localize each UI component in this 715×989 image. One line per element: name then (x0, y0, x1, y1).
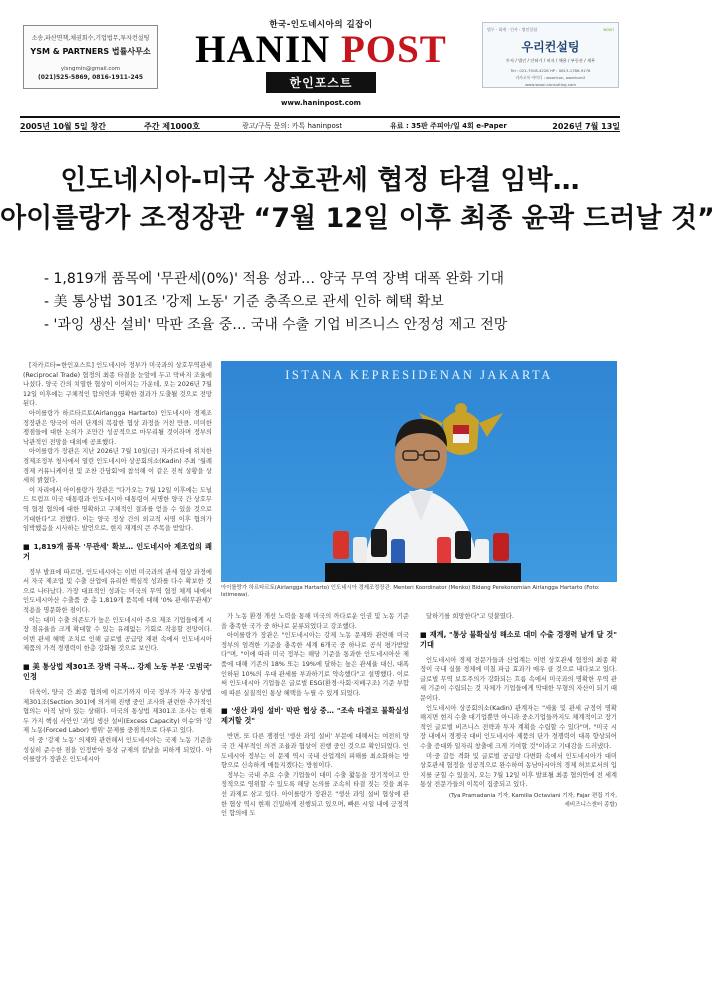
publication-date: 2026년 7월 13일 (552, 122, 620, 131)
paragraph: 아이를랑가 장관은 "인도네시아는 강제 노동 문제와 관련해 미국 정부의 엄격한 기준을 충족한 세계 6개국 중 하나로 공식 평가받았다"며, "이에 따라 미국 정부는 해당 기준을 통과한 인도네시아산 제품에 대해 기존의 18% 또는 19%에 달하는 높은 관세율 대신, 대폭 인하된 10%의 우대 관세를 부과하기로 약속했다"고 설명했다. 이로써 인도네시아 기업들은 글로벌 ESG(환경·사회·지배구조) 기준 부합에 따른 실질적인 통상 혜택을 누릴 수 있게 되었다. (221, 632, 409, 697)
subheadline-item: - '과잉 생산 설비' 막판 조율 중… 국내 수출 기업 비즈니스 안정성 제고 전망 (44, 317, 508, 333)
headline-line-1: 인도네시아-미국 상호관세 협정 타결 임박… (60, 165, 580, 196)
byline-source: 세비즈니스센터 종합) (564, 801, 617, 808)
paragraph: 달하기를 희망한다"고 덧붙였다. (426, 613, 514, 620)
headline-line-2: 아이를랑가 조정장관 “7월 12일 이후 최종 윤곽 드러날 것” (0, 203, 715, 234)
ad-consulting[interactable] (482, 22, 619, 88)
paragraph: 이는 대미 수출 의존도가 높은 인도네시아 주요 제조 기업들에게 시장 점유율을 크게 확대할 수 있는 유례없는 기회로 작용할 전망이다. 이번 관세 혜택 조치로 인해 글로벌 공급망 재편 속에서 인도네시아 제품의 가격 경쟁력이 한층 강화될 것으로 보인다. (23, 616, 212, 653)
masthead-tagline: 한국-인도네시아의 길잡이 (269, 20, 373, 30)
ad-law-firm-name: YSM & PARTNERS 법률사무소 (30, 47, 151, 56)
paragraph: 더욱이, 양국 간 최종 협의에 이르기까지 미국 정부가 자국 통상법 제301조(Section 301)에 의거해 진행 중인 조사와 관련한 추가적인 협의는 아직 남아 있는 상태다. 미국의 통상법 제301조 조사는 현재 두 가지 핵심 사안인 '과잉 생산 설비(Excess Capacity) 이슈'와 '강제 노동(Forced Labor) 행위' 문제를 중점적으로 다루고 있다. (23, 689, 212, 735)
ad-law-firm-phone: (021)525-5869, 0816-1911-245 (38, 74, 143, 81)
newspaper-logo[interactable] (190, 28, 452, 71)
ad-law-firm[interactable] (23, 25, 158, 89)
article-column-3 (420, 612, 617, 810)
photo-banner: ISTANA KEPRESIDENAN JAKARTA (285, 368, 553, 382)
ad-consulting-services: 투자 / 법인 / 인허가 / 비자 / 채용 / 부동산 / 세무 (505, 58, 596, 63)
paragraph: 인도네시아 상공회의소(Kadin) 관계자는 "세율 및 관세 규정이 명확해지면 현지 수출 대기업뿐만 아니라 중소기업들까지도 체계적이고 장기적인 글로벌 비즈니스 전략과 투자 계획을 수립할 수 있다"며, "미국 시장 내에서 경쟁국 대비 인도네시아 제품의 단가 경쟁력이 대폭 향상되어 수출 증대와 일자리 창출에 크게 기여할 것"이라고 기대감을 드러냈다. (420, 704, 617, 750)
paragraph: 아이를랑가 하르타르토(Airlangga Hartarto) 인도네시아 경제조정장관은 양국이 여러 단계의 복잡한 협상 과정을 거친 만큼, 미미한 쟁점들에 대한 논의가 조만간 성공적으로 마무리될 것이라며 정부의 낙관적인 전망을 대외에 공표했다. (23, 409, 212, 446)
paragraph: 인도네시아 경제 전문가들과 산업계는 이번 상호관세 협정의 최종 확정이 국내 실물 경제에 미칠 파급 효과가 매우 클 것으로 내다보고 있다. 글로벌 무역 보호주의가 강화되는 흐름 속에서 미국과의 명확한 무역 관세 기준이 수립되는 것 자체가 기업들에게 막대한 무형의 자산이 되기 때문이다. (420, 656, 617, 702)
masthead-korean-name: 한인포스트 (266, 72, 377, 93)
ad-consulting-categories: 법무 · 회계 · 인사 · 법인설립 (487, 27, 538, 32)
ad-consulting-name: 우리컨설팅 (521, 40, 580, 54)
press-conference-photo (221, 361, 617, 582)
article-photo (221, 361, 617, 582)
distribution-info: 유료 : 35판 주피아/일 4회 e-Paper (390, 122, 507, 130)
paragraph: 정부는 국내 주요 수출 기업들이 대미 수출 활동을 장기적이고 안정적으로 영위할 수 있도록 해당 논의를 조속히 타결 짓는 것을 최우선 과제로 삼고 있다. 아이를랑가 장관은 "생산 과잉 설비 협상에 관한 협상 역시 현재 긴밀하게 진행되고 있으며, 빠른 시일 내에 긍정적인 합의에 도 (221, 771, 409, 818)
subheadline-list (44, 268, 634, 337)
paragraph: 이 중 '강제 노동' 의제와 관련해서 인도네시아는 국제 노동 기준을 성실히 준수한 점을 인정받아 통상 규제의 칼날을 피하게 되었다. 아이를랑가 장관은 인도네시아 (23, 737, 212, 764)
paragraph: 정부 발표에 따르면, 인도네시아는 이번 미국과의 관세 협상 과정에서 자국 제조업 및 수출 산업에 유리한 핵심적 성과를 다수 확보한 것으로 나타났다. 가장 대표적인 성과는 미국의 무역 협정 체계 내에서 인도네시아산 수출품 중 총 1,819개 품목에 대해 '0% 관세(무관세)' 적용을 명문화한 점이다. (23, 568, 212, 615)
subheadline-item: - 美 통상법 301조 '강제 노동' 기준 충족으로 관세 인하 혜택 확보 (44, 294, 444, 310)
paragraph: 이 자리에서 아이를랑가 장관은 "다가오는 7월 12일 이후에는 도널드 트럼프 미국 대통령과 인도네시아 대통령이 서명한 양국 간 상호무역 협정 협의에 대한 명확하고 구체적인 결과를 얻을 수 있을 것으로 기대한다"고 전했다. 이는 양국 정상 간의 외교적 서명 이후 협의가 임박했음을 시사하는 발언으로, 현지 재계의 큰 주목을 받았다. (23, 486, 212, 533)
paragraph: 미·중 갈등 격화 및 글로벌 공급망 다변화 속에서 인도네시아가 대미 상호관세 협정을 성공적으로 완수하여 동남아시아의 경제 허브로서의 입지를 굳힐 수 있을지, 오는 7월 12일 이후 발표될 최종 협의안에 전 세계 통상 전문가들의 이목이 집중되고 있다. (420, 752, 617, 789)
issue-info-bar (20, 116, 620, 132)
article-column-2 (221, 612, 409, 819)
ad-consulting-phone: Tel : 021-7918-4228 HP : 0813-1786-9176 (510, 68, 591, 73)
logo-hanin: HANIN (195, 28, 331, 71)
section-heading: ■ 재계, "통상 불확실성 해소로 대미 수출 경쟁력 날개 달 것" 기대 (420, 629, 617, 649)
issue-number: 주간 제1000호 (144, 122, 200, 131)
section-heading: ■ 美 통상법 제301조 장벽 극복… 강제 노동 부문 '모범국' 인정 (23, 662, 212, 682)
ad-contact: 광고/구독 문의: 카톡 haninpost (242, 122, 343, 130)
paragraph: 아이를랑가 장관은 지난 2026년 7월 10일(금) 자카르타에 위치한 경제조정부 청사에서 열린 인도네시아 상공회의소(Kadin) 주최 '월례 경제 커뮤니케이션 및 조찬 간담회'에 참석해 이 같은 진척 상황을 상세히 밝혔다. (23, 448, 212, 485)
paragraph: 가 노동 환경 개선 노력을 통해 미국의 까다로운 인권 및 노동 기준을 충족한 국가 중 하나로 분류되었다고 강조했다. (221, 613, 409, 630)
masthead-url[interactable]: www.haninpost.com (281, 99, 361, 107)
ad-law-firm-services: 소송,파산면책,채권회수,기업법무,투자컨설팅 (31, 35, 150, 42)
logo-post: POST (340, 28, 447, 71)
byline: (Tya Pramadania 기자, Kamilia Octaviani 기자, Fajar 편집 기자, (448, 792, 617, 799)
masthead (190, 18, 452, 107)
paragraph: [자카르타=한인포스트] 인도네시아 정부가 미국과의 상호무역관세(Reciprocal Trade) 협정의 최종 타결을 눈앞에 두고 막바지 조율에 나섰다. 양국 간의 치열한 협상이 이어지는 가운데, 오는 2026년 7월 12일 이후에는 구체적인 합의안과 명확한 결과가 도출될 것으로 전망된다. (23, 362, 212, 408)
section-heading: ■ '생산 과잉 설비' 막판 협상 중… "조속 타결로 불확실성 제거할 것" (221, 706, 409, 726)
section-heading: ■ 1,819개 품목 '무관세' 확보… 인도네시아 제조업의 쾌거 (23, 541, 212, 561)
ad-consulting-kakao: 카카오톡 아이디 : wooricon, wooricon2 (515, 75, 586, 80)
paragraph: 반면, 또 다른 쟁점인 '생산 과잉 설비' 부문에 대해서는 여전히 양국 간 세부적인 의견 조율과 협상이 진행 중인 것으로 확인되었다. 인도네시아 정부는 이 문제 역시 국내 산업계의 피해를 최소화하는 방향으로 신속하게 매듭지겠다는 방침이다. (221, 733, 409, 770)
woori-logo-icon: woori (603, 27, 614, 32)
subheadline-item: - 1,819개 품목에 '무관세(0%)' 적용 성과… 양국 무역 장벽 대폭 완화 기대 (44, 271, 504, 287)
photo-caption: 아이를랑가 하르타르토(Airlangga Hartarto) 인도네시아 경제조정장관. Menteri Koordinator (Menko) Bidang Perekonomian Airlangga Hartarto (Foto: Istimewa). (221, 585, 600, 599)
ad-consulting-website: www.woori-consulting.com (525, 82, 576, 87)
ad-law-firm-email: ylsngmin@gmail.com (60, 66, 121, 72)
founding-date: 2005년 10월 5일 창간 (20, 122, 106, 131)
article-column-1 (23, 361, 212, 765)
